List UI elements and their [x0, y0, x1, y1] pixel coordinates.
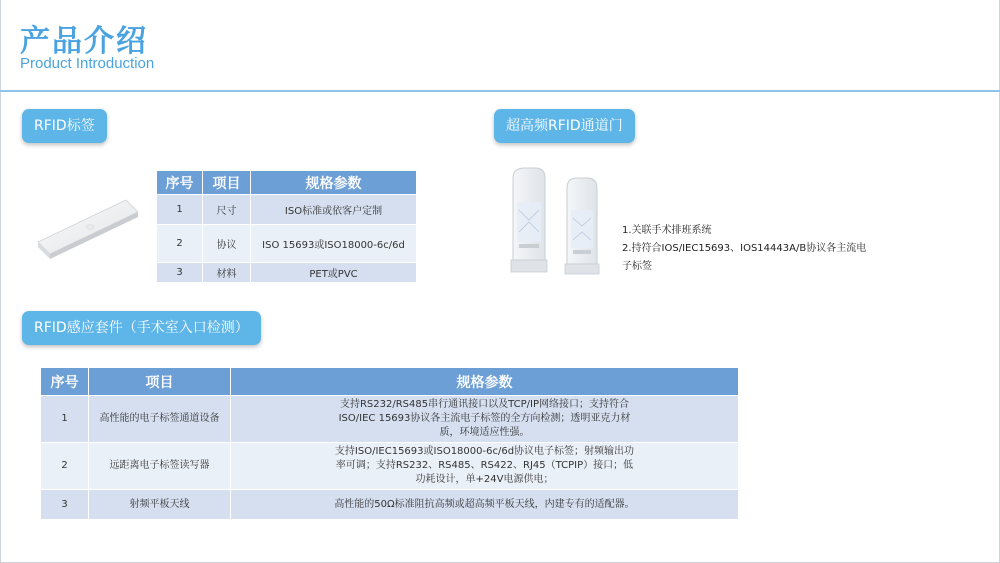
table-row	[157, 195, 417, 225]
rfid-tag-image	[34, 190, 146, 270]
cell-item: 射频平板天线	[89, 490, 231, 520]
table-row	[41, 443, 739, 490]
header-index: 序号	[41, 368, 89, 396]
cell-item: 远距离电子标签读写器	[89, 443, 231, 490]
tag-spec-table	[156, 170, 417, 283]
cell-item: 协议	[203, 225, 251, 263]
cell-index: 1	[157, 195, 203, 225]
section-label-uhf-gate: 超高频RFID通道门	[494, 109, 635, 143]
cell-item: 材料	[203, 263, 251, 283]
cell-spec: 支持RS232/RS485串行通讯接口以及TCP/IP网络接口；支持符合ISO/IEC 15693协议各主流电子标签的全方向检测；透明亚克力材质，环境适应性强。	[231, 396, 739, 443]
gate-left	[511, 168, 547, 272]
table-header-row	[41, 368, 739, 396]
table-header-row	[157, 171, 417, 195]
header-spec: 规格参数	[231, 368, 739, 396]
header-index: 序号	[157, 171, 203, 195]
page-subtitle: Product Introduction	[20, 55, 155, 72]
header-item: 项目	[89, 368, 231, 396]
table-row	[41, 490, 739, 520]
cell-index: 2	[157, 225, 203, 263]
cell-item: 尺寸	[203, 195, 251, 225]
cell-spec: ISO 15693或ISO18000-6c/6d	[251, 225, 417, 263]
cell-index: 1	[41, 396, 89, 443]
gate-right	[565, 178, 599, 274]
kit-spec-table	[40, 367, 739, 520]
cell-index: 3	[41, 490, 89, 520]
gate-feature-1: 1.关联手术排班系统	[622, 225, 712, 236]
cell-spec: ISO标准或依客户定制	[251, 195, 417, 225]
page-title: 产品介绍	[20, 24, 148, 59]
section-label-sensing-kit: RFID感应套件（手术室入口检测）	[22, 311, 261, 345]
cell-index: 3	[157, 263, 203, 283]
cell-index: 2	[41, 443, 89, 490]
gate-feature-list	[622, 222, 872, 276]
cell-spec: PET或PVC	[251, 263, 417, 283]
header-item: 项目	[203, 171, 251, 195]
section-label-rfid-tag: RFID标签	[22, 109, 107, 143]
gate-feature-2: 2.持符合IOS/IEC15693、IOS14443A/B协议各主流电子标签	[622, 243, 867, 272]
cell-spec: 高性能的50Ω标准阻抗高频或超高频平板天线，内建专有的适配器。	[231, 490, 739, 520]
table-row	[41, 396, 739, 443]
cell-item: 高性能的电子标签通道设备	[89, 396, 231, 443]
title-divider	[0, 90, 1000, 92]
rfid-gate-image	[507, 162, 611, 276]
table-row	[157, 225, 417, 263]
table-row	[157, 263, 417, 283]
header-spec: 规格参数	[251, 171, 417, 195]
cell-spec: 支持ISO/IEC15693或ISO18000-6c/6d协议电子标签；射频输出功率可调；支持RS232、RS485、RS422、RJ45（TCPIP）接口；低功耗设计，单+24V电源供电；	[231, 443, 739, 490]
